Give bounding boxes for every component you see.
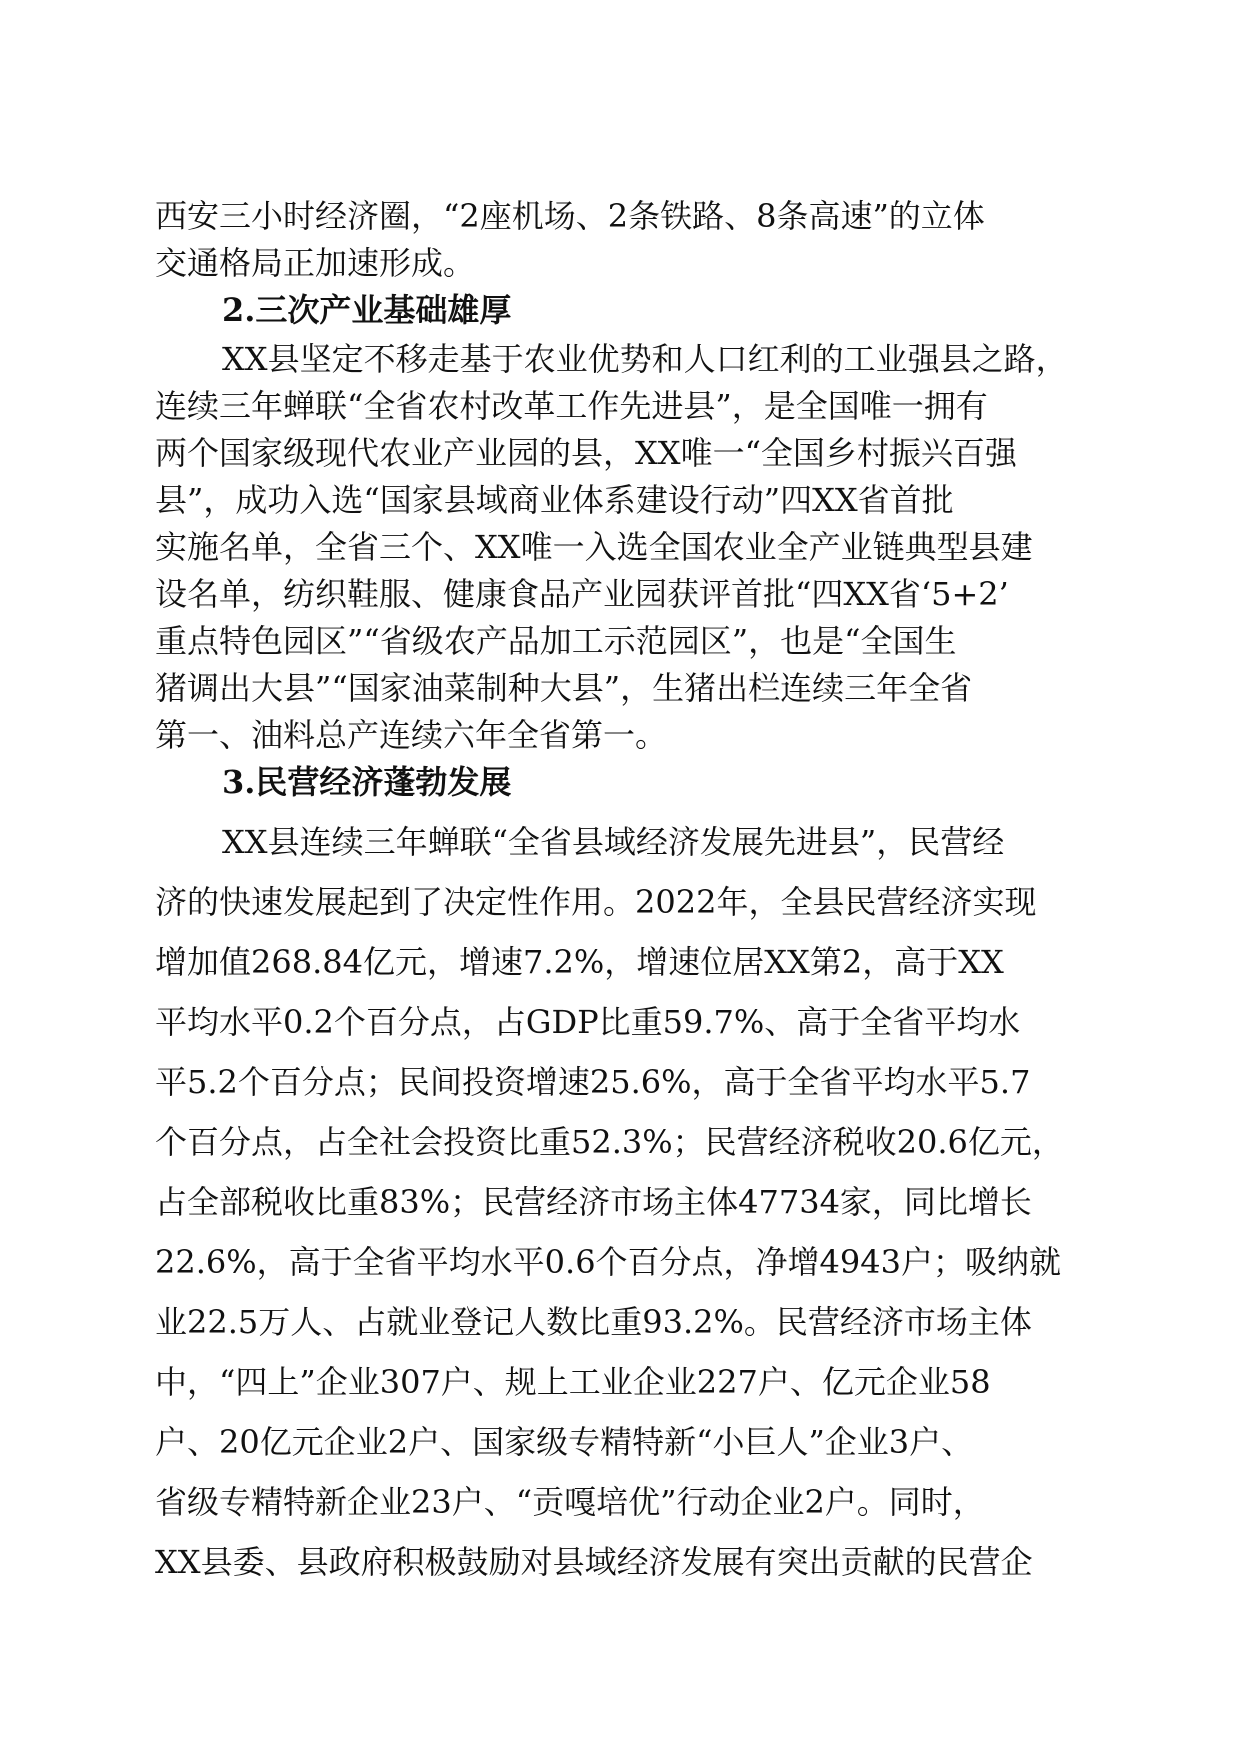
paragraph-line: XX县连续三年蝉联“全省县域经济发展先进县”，民营经 bbox=[222, 823, 1005, 861]
paragraph-line: 22.6%，高于全省平均水平0.6个百分点，净增4943户；吸纳就 bbox=[155, 1243, 1061, 1281]
paragraph-line: 济的快速发展起到了决定性作用。2022年，全县民营经济实现 bbox=[155, 883, 1037, 921]
paragraph-line: 业22.5万人、占就业登记人数比重93.2%。民营经济市场主体 bbox=[155, 1303, 1032, 1341]
paragraph-line: XX县委、县政府积极鼓励对县域经济发展有突出贡献的民营企 bbox=[155, 1543, 1033, 1581]
paragraph-line: 交通格局正加速形成。 bbox=[155, 244, 476, 282]
paragraph-line: 重点特色园区”“省级农产品加工示范园区”，也是“全国生 bbox=[155, 622, 957, 660]
paragraph-line: 平5.2个百分点；民间投资增速25.6%，高于全省平均水平5.7 bbox=[155, 1063, 1031, 1101]
paragraph-line: 第一、油料总产连续六年全省第一。 bbox=[155, 716, 668, 754]
paragraph-line: 中，“四上”企业307户、规上工业企业227户、亿元企业58 bbox=[155, 1363, 991, 1401]
paragraph-line: 西安三小时经济圈，“2座机场、2条铁路、8条高速”的立体 bbox=[155, 197, 985, 235]
paragraph-line: 户、20亿元企业2户、国家级专精特新“小巨人”企业3户、 bbox=[155, 1423, 974, 1461]
paragraph-line: 设名单，纺织鞋服、健康食品产业园获评首批“四XX省‘5+2’ bbox=[155, 575, 1009, 613]
paragraph-line: 平均水平0.2个百分点，占GDP比重59.7%、高于全省平均水 bbox=[155, 1003, 1021, 1041]
paragraph-line: 实施名单，全省三个、XX唯一入选全国农业全产业链典型县建 bbox=[155, 528, 1033, 566]
paragraph-line: 省级专精特新企业23户、“贡嘎培优”行动企业2户。同时， bbox=[155, 1483, 985, 1521]
paragraph-line: 占全部税收比重83%；民营经济市场主体47734家，同比增长 bbox=[155, 1183, 1032, 1221]
paragraph-line: XX县坚定不移走基于农业优势和人口红利的工业强县之路， bbox=[222, 340, 1068, 378]
section-heading: 3.民营经济蓬勃发展 bbox=[222, 763, 512, 801]
paragraph-line: 猪调出大县”“国家油菜制种大县”，生猪出栏连续三年全省 bbox=[155, 669, 973, 707]
paragraph-line: 个百分点，占全社会投资比重52.3%；民营经济税收20.6亿元， bbox=[155, 1123, 1064, 1161]
paragraph-line: 两个国家级现代农业产业园的县，XX唯一“全国乡村振兴百强 bbox=[155, 434, 1017, 472]
paragraph-line: 县”，成功入选“国家县域商业体系建设行动”四XX省首批 bbox=[155, 481, 954, 519]
paragraph-line: 连续三年蝉联“全省农村改革工作先进县”，是全国唯一拥有 bbox=[155, 387, 988, 425]
paragraph-line: 增加值268.84亿元，增速7.2%，增速位居XX第2，高于XX bbox=[155, 943, 1004, 981]
section-heading: 2.三次产业基础雄厚 bbox=[222, 291, 512, 329]
